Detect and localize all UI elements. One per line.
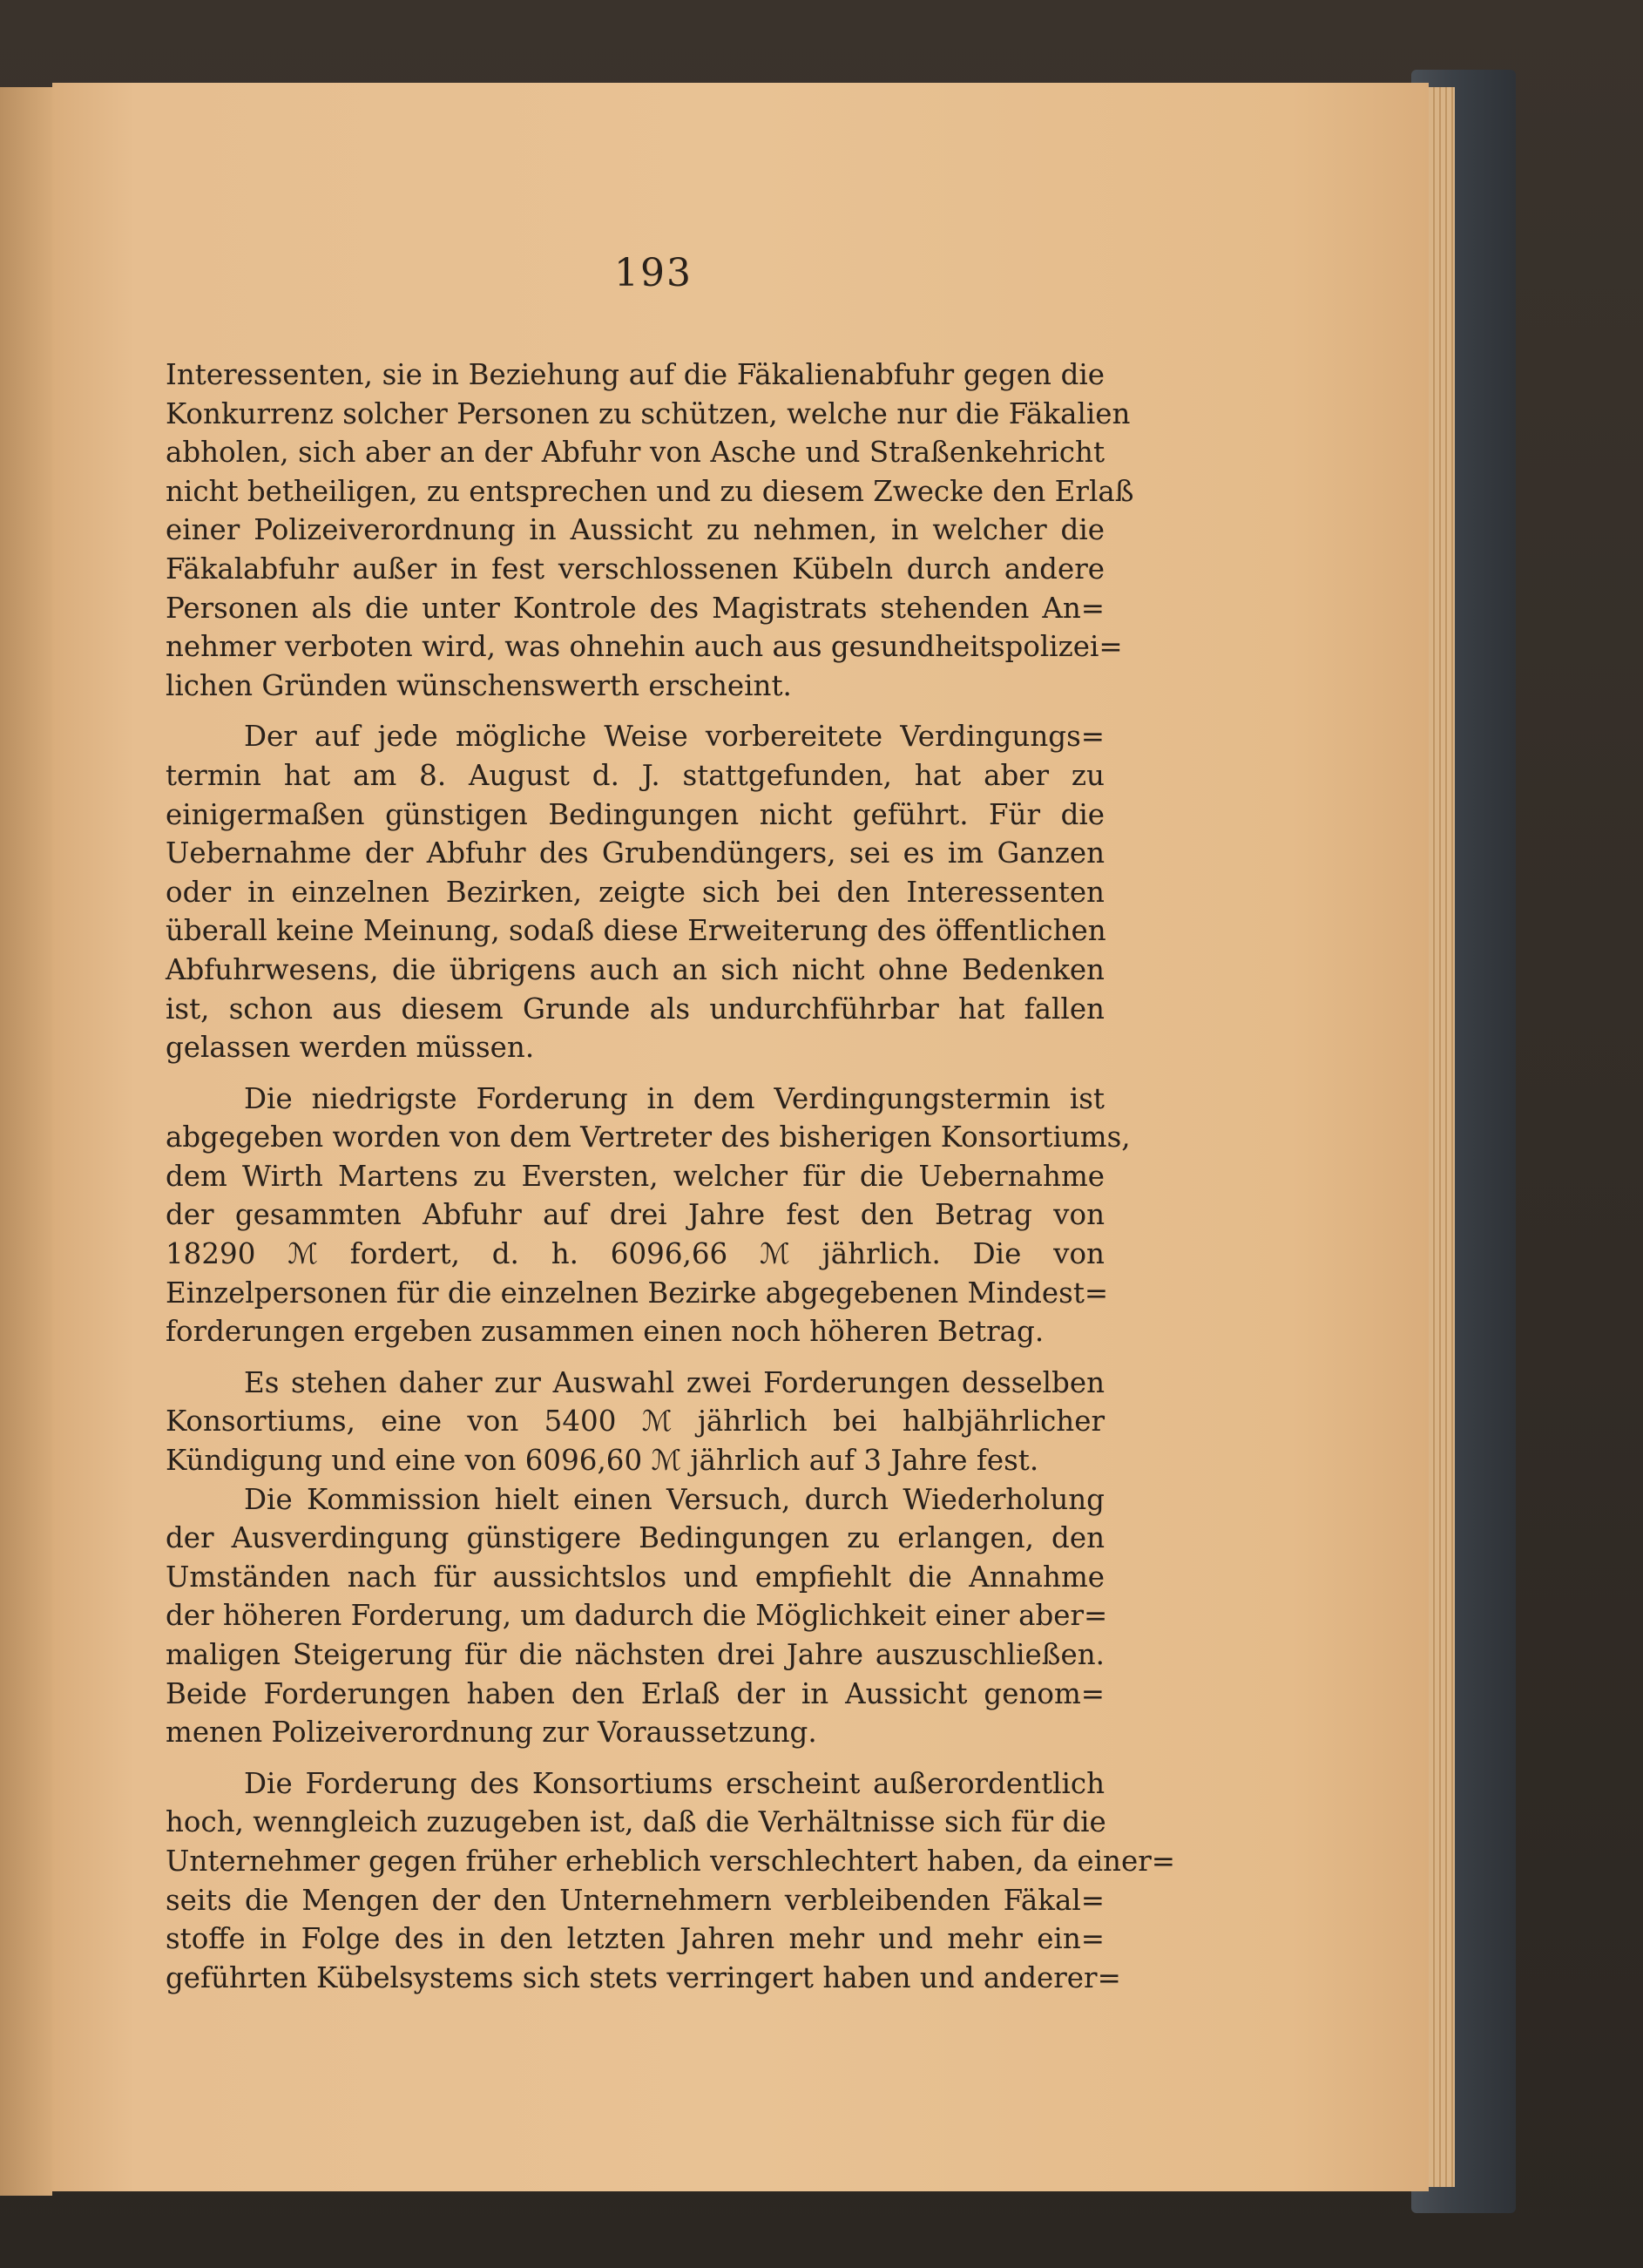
text-line: gelassen werden müssen. xyxy=(166,1031,535,1065)
text-line: Kündigung und eine von 6096,60 ℳ jährlich auf 3 Jahre fest. xyxy=(166,1444,1039,1478)
text-line: ist, schon aus diesem Grunde als undurchführbar hat fallen xyxy=(166,992,1105,1026)
paragraph xyxy=(166,1364,1105,1480)
text-line: hoch, wenngleich zuzugeben ist, daß die Verhältnisse sich für die xyxy=(166,1805,1106,1839)
paragraph xyxy=(166,355,1134,705)
paragraph xyxy=(166,717,1105,1066)
text-line: Abfuhrwesens, die übrigens auch an sich nicht ohne Bedenken xyxy=(166,952,1105,986)
text-line: einer Polizeiverordnung in Aussicht zu nehmen, in welcher die xyxy=(166,513,1105,547)
text-line: 18290 ℳ fordert, d. h. 6096,66 ℳ jährlich. Die von xyxy=(166,1237,1105,1271)
text-line: abgegeben worden von dem Vertreter des bisherigen Konsortiums, xyxy=(166,1120,1131,1154)
text-line: Konkurrenz solcher Personen zu schützen, welche nur die Fäkalien xyxy=(166,396,1131,430)
text-line: nehmer verboten wird, was ohnehin auch aus gesundheitspolizei= xyxy=(166,630,1123,664)
text-line: oder in einzelnen Bezirken, zeigte sich bei den Interessenten xyxy=(166,875,1105,909)
text-line: einigermaßen günstigen Bedingungen nicht geführt. Für die xyxy=(166,797,1105,831)
text-line: termin hat am 8. August d. J. stattgefunden, hat aber zu xyxy=(166,758,1105,792)
facing-page-edge xyxy=(0,87,52,2196)
text-line: der gesammten Abfuhr auf drei Jahre fest den Betrag von xyxy=(166,1198,1105,1232)
text-line: Fäkalabfuhr außer in fest verschlossenen Kübeln durch andere xyxy=(166,552,1105,586)
text-line: Die Forderung des Konsortiums erscheint außerordentlich xyxy=(244,1766,1105,1800)
text-line: geführten Kübelsystems sich stets verringert haben und anderer= xyxy=(166,1960,1121,1994)
text-line: dem Wirth Martens zu Eversten, welcher für die Uebernahme xyxy=(166,1159,1105,1193)
text-line: Die Kommission hielt einen Versuch, durch Wiederholung xyxy=(244,1482,1105,1516)
text-line: der Ausverdingung günstigere Bedingungen zu erlangen, den xyxy=(166,1521,1105,1555)
text-line: nicht betheiligen, zu entsprechen und zu diesem Zwecke den Erlaß xyxy=(166,474,1134,508)
paragraph xyxy=(166,1080,1131,1351)
paragraph xyxy=(166,1480,1108,1752)
text-line: der höheren Forderung, um dadurch die Möglichkeit einer aber= xyxy=(166,1599,1108,1633)
text-line: Es stehen daher zur Auswahl zwei Forderungen desselben xyxy=(244,1365,1105,1399)
text-line: Umständen nach für aussichtslos und empfiehlt die Annahme xyxy=(166,1560,1105,1594)
text-line: Die niedrigste Forderung in dem Verdingungstermin ist xyxy=(244,1081,1105,1115)
text-line: lichen Gründen wünschenswerth erscheint. xyxy=(166,668,792,702)
text-line: Einzelpersonen für die einzelnen Bezirke abgegebenen Mindest= xyxy=(166,1276,1109,1310)
text-line: forderungen ergeben zusammen einen noch höheren Betrag. xyxy=(166,1315,1045,1349)
text-line: Beide Forderungen haben den Erlaß der in Aussicht genom= xyxy=(166,1676,1105,1710)
text-line: seits die Mengen der den Unternehmern verbleibenden Fäkal= xyxy=(166,1883,1105,1917)
text-line: Personen als die unter Kontrole des Magistrats stehenden An= xyxy=(166,591,1105,625)
text-line: Interessenten, sie in Beziehung auf die Fäkalienabfuhr gegen die xyxy=(166,358,1105,391)
text-line: Konsortiums, eine von 5400 ℳ jährlich bei halbjährlicher xyxy=(166,1405,1105,1439)
body-text xyxy=(166,355,1175,1997)
text-line: abholen, sich aber an der Abfuhr von Asche und Straßenkehricht xyxy=(166,436,1105,470)
text-line: maligen Steigerung für die nächsten drei Jahre auszuschließen. xyxy=(166,1638,1105,1671)
text-line: stoffe in Folge des in den letzten Jahren mehr und mehr ein= xyxy=(166,1922,1105,1956)
page-number: 193 xyxy=(614,251,693,295)
text-line: menen Polizeiverordnung zur Voraussetzung. xyxy=(166,1716,817,1750)
text-line: Der auf jede mögliche Weise vorbereitete Verdingungs= xyxy=(244,720,1105,754)
text-line: Uebernahme der Abfuhr des Grubendüngers, sei es im Ganzen xyxy=(166,836,1105,870)
text-line: Unternehmer gegen früher erheblich verschlechtert haben, da einer= xyxy=(166,1844,1175,1878)
paragraph xyxy=(166,1764,1175,1998)
text-line: überall keine Meinung, sodaß diese Erweiterung des öffentlichen xyxy=(166,914,1106,948)
